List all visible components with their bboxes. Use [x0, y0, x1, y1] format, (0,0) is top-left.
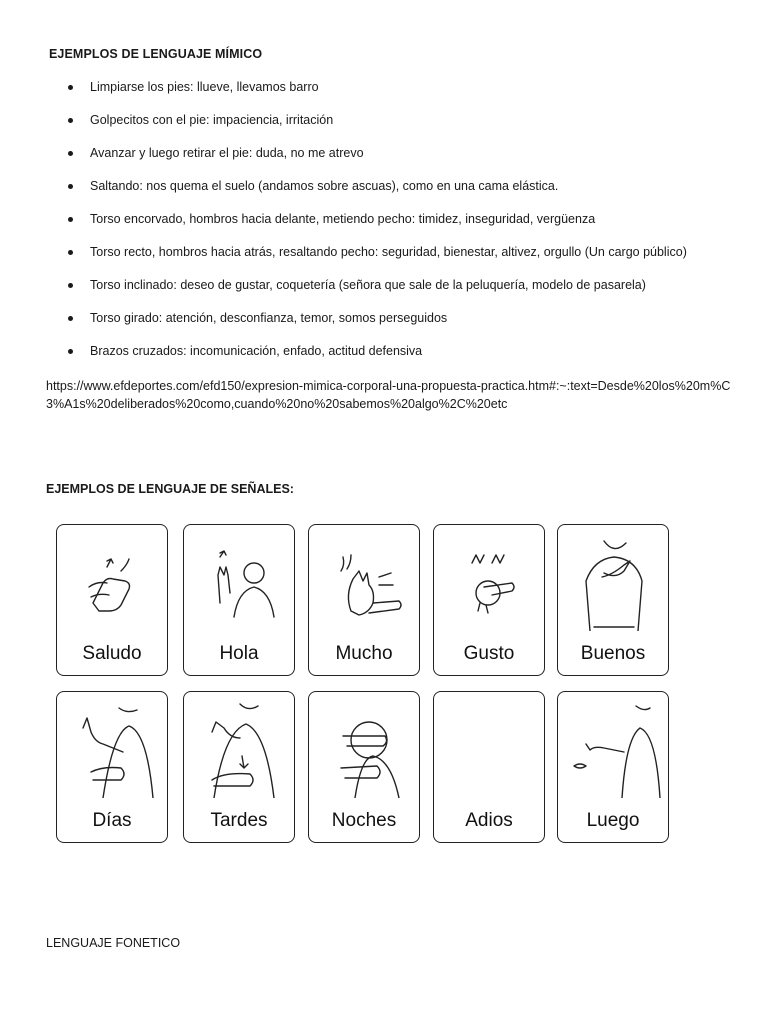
sign-card-mucho — [308, 524, 420, 676]
sign-label: Tardes — [210, 810, 268, 831]
sign-card-buenos — [557, 524, 669, 676]
list-item: Torso inclinado: deseo de gustar, coquetería (señora que sale de la peluquería, modelo de pasarela) — [46, 276, 746, 309]
list-item: Golpecitos con el pie: impaciencia, irritación — [46, 111, 746, 144]
sign-card-saludo — [56, 524, 168, 676]
hand-wave-icon — [63, 531, 161, 631]
list-item: Avanzar y luego retirar el pie: duda, no me atrevo — [46, 144, 746, 177]
sign-card-hola — [183, 524, 295, 676]
hand-taste-icon — [440, 531, 538, 631]
signs-section-title: EJEMPLOS DE LENGUAJE DE SEÑALES: — [46, 482, 294, 496]
list-item: Saltando: nos quema el suelo (andamos sobre ascuas), como en una cama elástica. — [46, 177, 746, 210]
mimic-list — [46, 78, 746, 375]
person-good-icon — [564, 531, 662, 631]
person-afternoon-icon — [190, 698, 288, 798]
sign-label: Buenos — [580, 643, 646, 664]
list-item: Torso encorvado, hombros hacia delante, metiendo pecho: timidez, inseguridad, vergüenza — [46, 210, 746, 243]
list-item: Brazos cruzados: incomunicación, enfado, actitud defensiva — [46, 342, 746, 375]
sign-card-noches — [308, 691, 420, 843]
phonetic-section-title: LENGUAJE FONETICO — [46, 936, 181, 950]
sign-label: Gusto — [463, 643, 515, 664]
person-days-icon — [63, 698, 161, 798]
list-item: Torso recto, hombros hacia atrás, resaltando pecho: seguridad, bienestar, altivez, orgullo (Un cargo público) — [46, 243, 746, 276]
sign-label: Luego — [586, 810, 640, 831]
sign-card-tardes — [183, 691, 295, 843]
person-later-icon — [564, 698, 662, 798]
sign-label: Noches — [331, 810, 397, 831]
list-item: Limpiarse los pies: llueve, llevamos barro — [46, 78, 746, 111]
sign-card-luego — [557, 691, 669, 843]
person-hello-icon — [190, 531, 288, 631]
sign-card-adios — [433, 691, 545, 843]
sign-card-dias — [56, 691, 168, 843]
list-item: Torso girado: atención, desconfianza, temor, somos perseguidos — [46, 309, 746, 342]
person-night-icon — [315, 698, 413, 798]
sign-label: Saludo — [82, 643, 142, 664]
mimic-section-title: EJEMPLOS DE LENGUAJE MÍMICO — [49, 47, 263, 61]
sign-label: Días — [92, 810, 132, 831]
source-link[interactable]: https://www.efdeportes.com/efd150/expresion-mimica-corporal-una-propuesta-practica.htm#:~:text=Desde%20los%20m%C3%A1s%20deliberados%20como,cuando%20no%20sabemos%20algo%2C%20etc — [46, 379, 731, 411]
hand-much-icon — [315, 531, 413, 631]
sign-label: Mucho — [335, 643, 393, 664]
sign-label: Adios — [465, 810, 513, 831]
sign-label: Hola — [219, 643, 259, 664]
sign-card-gusto — [433, 524, 545, 676]
